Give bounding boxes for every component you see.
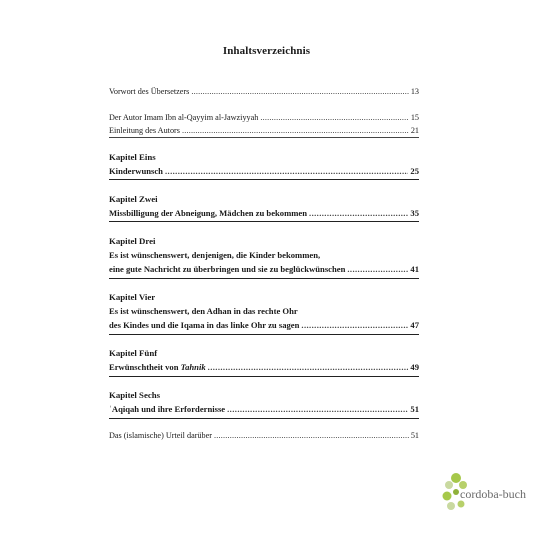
- chapter-title: Es ist wünschenswert, denjenigen, die Kinder bekommen,: [109, 250, 321, 260]
- leader-dots: [309, 208, 408, 219]
- leader-dots: [260, 112, 408, 123]
- toc-entry-page: 21: [410, 126, 419, 135]
- divider-rule: [109, 179, 419, 180]
- leader-dots: [208, 362, 409, 373]
- chapter-title: eine gute Nachricht zu überbringen und sie zu beglückwünschen: [109, 264, 346, 274]
- divider-rule: [109, 376, 419, 377]
- chapter-page: 49: [410, 362, 419, 372]
- chapter-title-line: [109, 362, 419, 373]
- logo-text: cordoba-buch: [460, 487, 526, 501]
- toc-entry: [109, 125, 419, 136]
- leader-dots: [227, 404, 408, 415]
- leader-dots: [165, 166, 408, 177]
- chapter-title-text: Erwünschtheit von: [109, 362, 181, 372]
- divider-rule: [109, 137, 419, 138]
- leader-dots: [182, 125, 409, 136]
- chapter-page: 35: [410, 208, 419, 218]
- chapter-title: Missbilligung der Abneigung, Mädchen zu bekommen: [109, 208, 308, 218]
- chapter-title-italic: Tahnik: [180, 362, 206, 372]
- chapter-title-line: [109, 320, 419, 331]
- toc-entry: [109, 86, 419, 97]
- chapter-title: des Kindes und die Iqama in das linke Ohr zu sagen: [109, 320, 300, 330]
- chapter-title-line: [109, 404, 419, 415]
- divider-rule: [109, 334, 419, 335]
- chapter-title: [109, 362, 206, 373]
- toc-entry-page: 13: [410, 87, 419, 96]
- chapter-heading: Kapitel Drei: [109, 236, 156, 246]
- leader-dots: [214, 430, 409, 441]
- toc-entry-label: Einleitung des Autors: [109, 126, 180, 135]
- toc-entry-label: Das (islamische) Urteil darüber: [109, 431, 212, 440]
- divider-rule: [109, 278, 419, 279]
- chapter-page: 25: [410, 166, 419, 176]
- leader-dots: [347, 264, 408, 275]
- chapter-page: 47: [410, 320, 419, 330]
- toc-entry-page: 15: [410, 113, 419, 122]
- chapter-heading: Kapitel Fünf: [109, 348, 158, 358]
- chapter-heading: Kapitel Eins: [109, 152, 156, 162]
- chapter-page: 41: [410, 264, 419, 274]
- chapter-heading: Kapitel Zwei: [109, 194, 158, 204]
- chapter-title-line: [109, 264, 419, 275]
- chapter-title-line: [109, 166, 419, 177]
- chapter-heading: Kapitel Sechs: [109, 390, 161, 400]
- leader-dots: [301, 320, 408, 331]
- toc-entry: [109, 112, 419, 123]
- chapter-heading: Kapitel Vier: [109, 292, 156, 302]
- toc-entry-label: Vorwort des Übersetzers: [109, 87, 190, 96]
- toc-entry-page: 51: [410, 431, 419, 440]
- chapter-title: Kinderwunsch: [109, 166, 163, 176]
- chapter-title: Es ist wünschenswert, den Adhan in das rechte Ohr: [109, 306, 298, 316]
- toc-title: Inhaltsverzeichnis: [222, 45, 311, 57]
- divider-rule: [109, 221, 419, 222]
- chapter-title-line: [109, 208, 419, 219]
- divider-rule: [109, 418, 419, 419]
- leader-dots: [191, 86, 408, 97]
- chapter-title: ʿAqiqah und ihre Erfordernisse: [109, 404, 226, 414]
- toc-entry-label: Der Autor Imam Ibn al-Qayyim al-Jawziyyah: [109, 113, 259, 122]
- toc-entry: [109, 430, 419, 441]
- chapter-page: 51: [410, 404, 419, 414]
